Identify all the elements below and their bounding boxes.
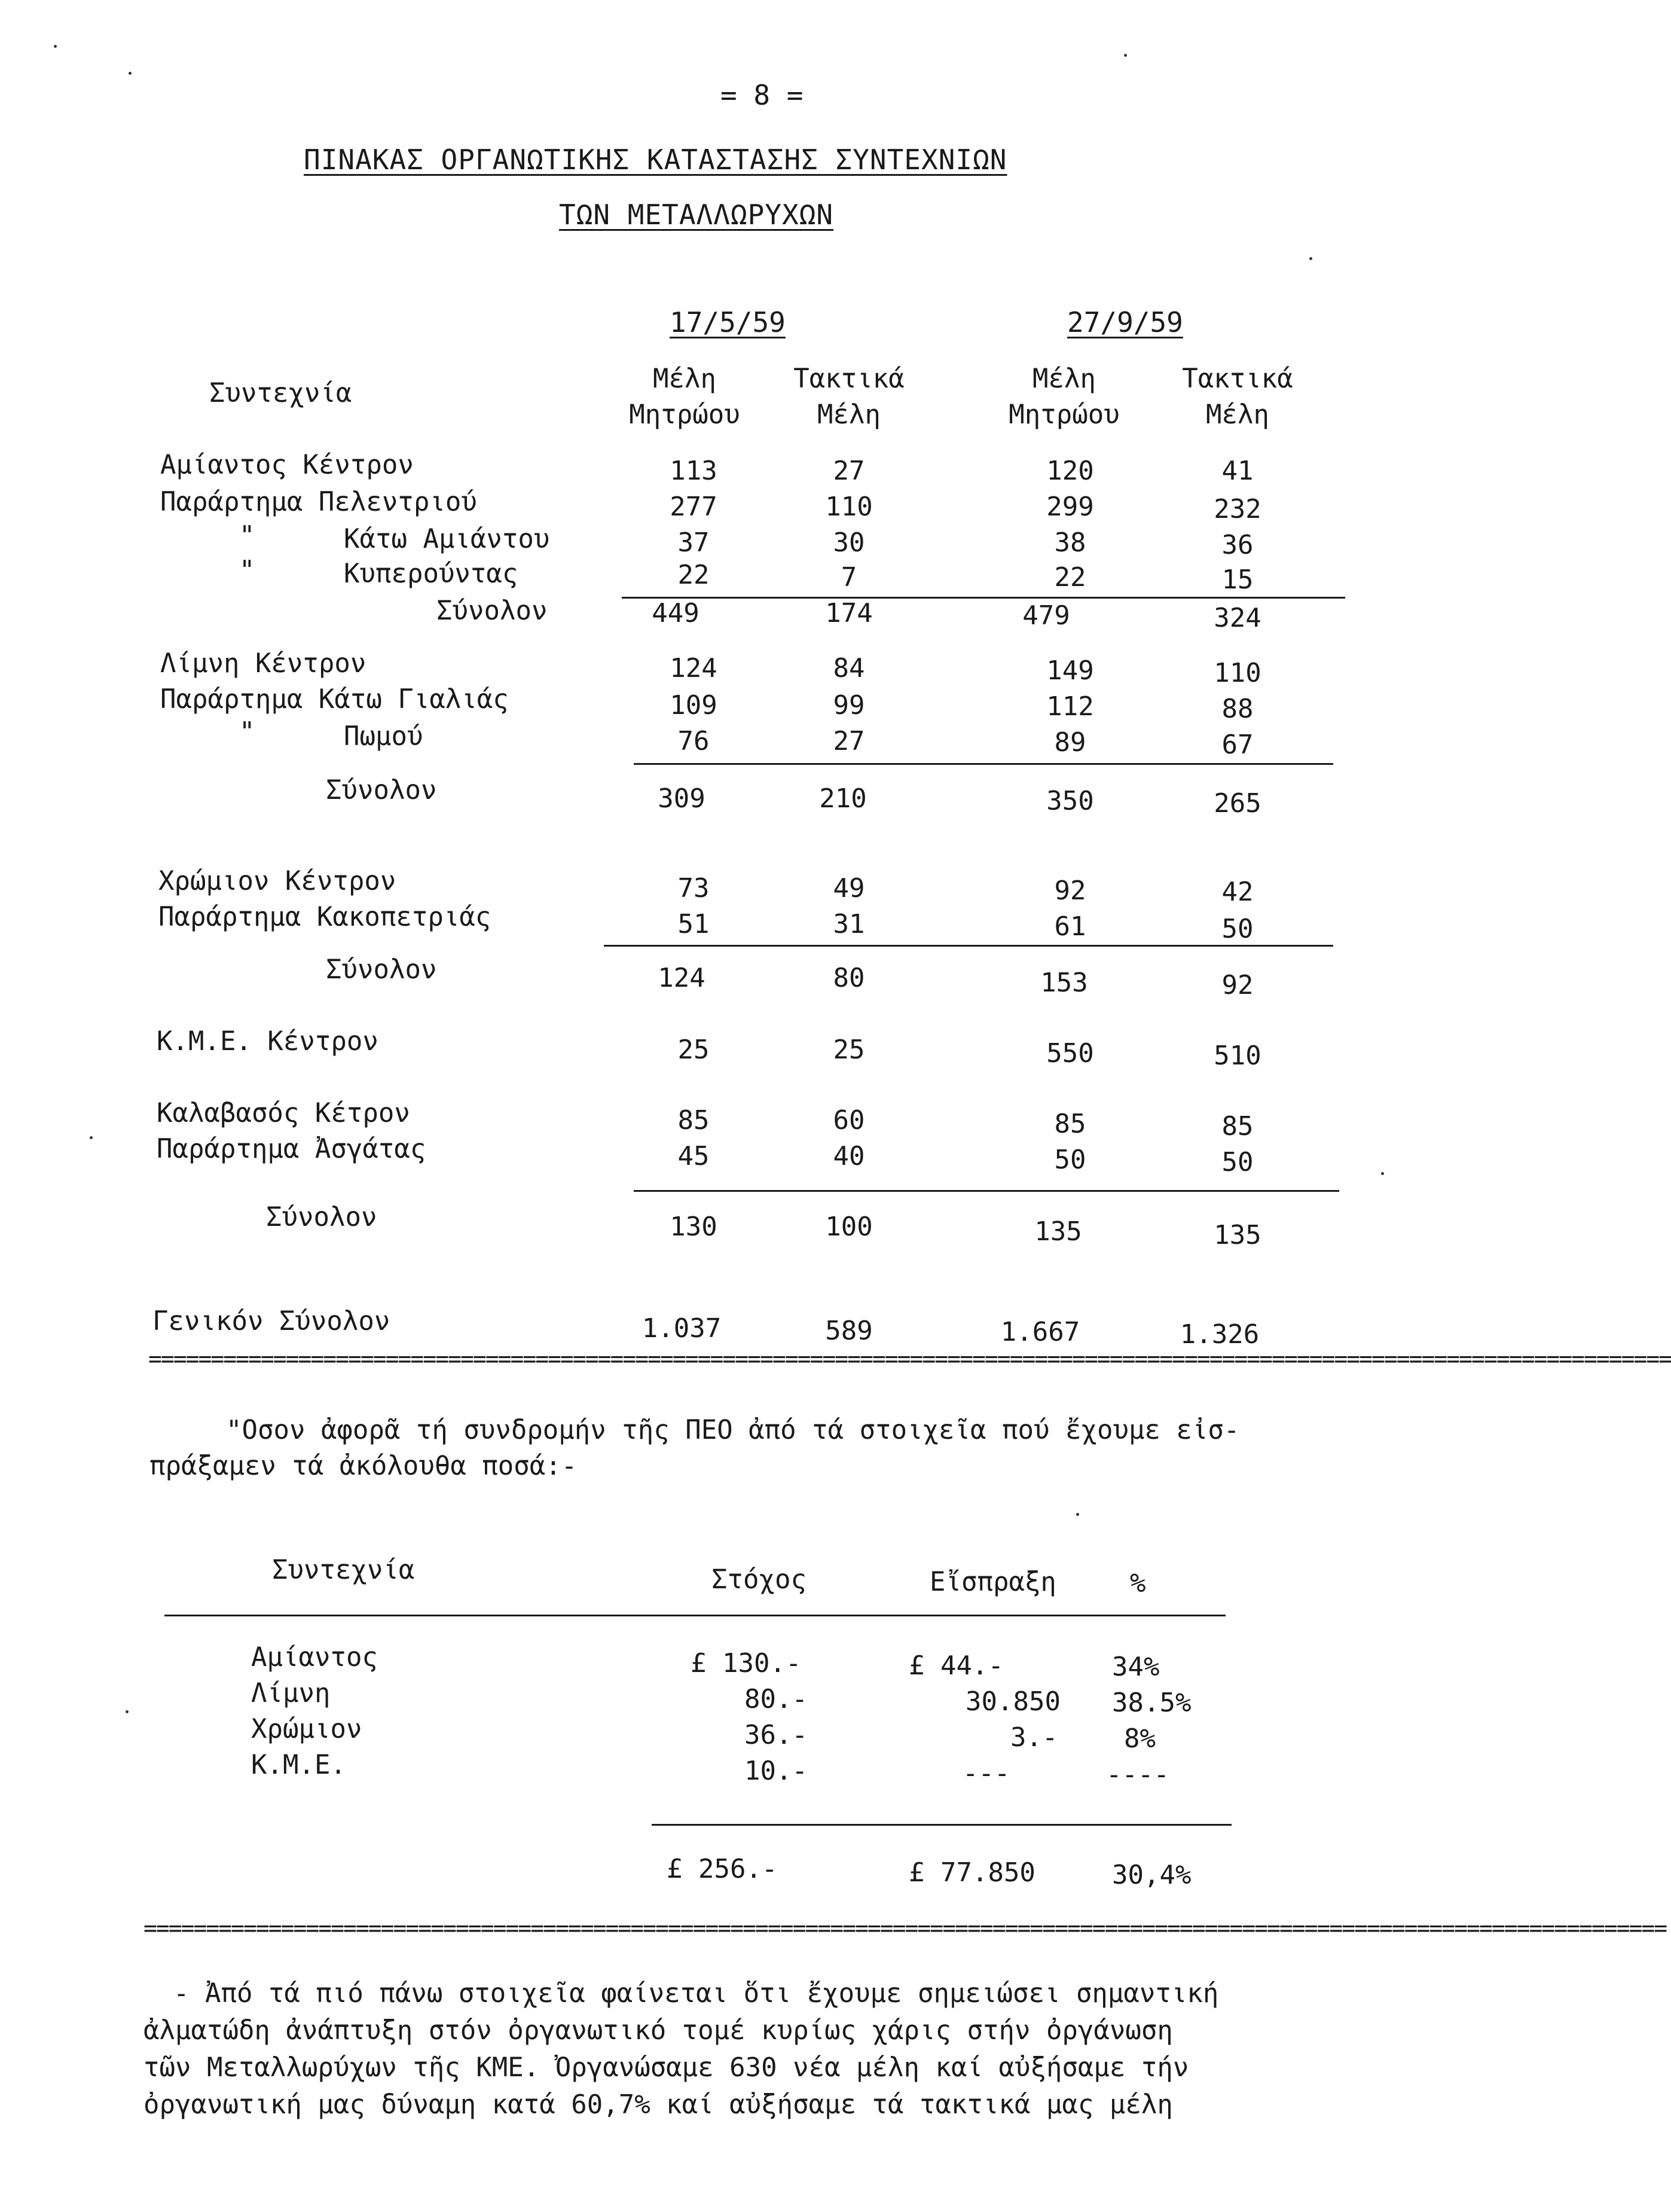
cell-registry-1: 45	[677, 1141, 710, 1171]
cell-registry-1: 130	[670, 1212, 717, 1242]
cell-registry-1: 22	[677, 560, 710, 590]
cell-regular-2: 110	[1214, 658, 1261, 688]
cell-registry-2: 50	[1054, 1145, 1086, 1175]
cell-regular-1: 30	[833, 527, 865, 558]
subtotal-label: Σύνολον	[266, 1202, 377, 1232]
intro-line-2: πράξαμεν τά ἀκόλουθα ποσά:-	[149, 1451, 578, 1481]
scan-speck	[90, 1136, 93, 1139]
rule	[634, 1190, 1339, 1192]
page-title: ΠΙΝΑΚΑΣ ΟΡΓΑΝΩΤΙΚΗΣ ΚΑΤΑΣΤΑΣΗΣ ΣΥΝΤΕΧΝΙΩΝ	[304, 144, 1007, 176]
cell-regular-1: 27	[833, 456, 865, 486]
cell-regular-1: 174	[825, 598, 873, 628]
page-number: = 8 =	[720, 79, 804, 111]
t2-row-collection: ---	[963, 1758, 1010, 1789]
t2-row-target: 10.-	[744, 1756, 808, 1786]
conclusion-line: ἀλματώδη ἀνάπτυξη στόν ὀργανωτικό τομέ κυρίως χάρις στήν ὀργάνωση	[143, 2015, 1173, 2046]
cell-registry-1: 124	[658, 963, 705, 993]
cell-registry-1: 1.037	[641, 1313, 722, 1344]
cell-regular-2: 15	[1221, 565, 1254, 595]
date-col-2: 27/9/59	[1067, 306, 1183, 338]
cell-regular-1: 27	[833, 726, 865, 756]
header-registry-2b: Μητρώου	[1009, 399, 1120, 430]
cell-regular-2: 1.326	[1180, 1319, 1260, 1350]
cell-registry-2: 92	[1054, 875, 1086, 906]
subtotal-label: Σύνολον	[326, 954, 437, 985]
cell-registry-1: 73	[677, 873, 710, 904]
subtotal-label: Σύνολον	[326, 775, 437, 806]
cell-regular-1: 40	[833, 1141, 865, 1171]
header-regular-2b: Μέλη	[1206, 399, 1269, 430]
cell-registry-2: 112	[1046, 691, 1094, 722]
row-name: Παράρτημα Κακοπετριάς	[158, 902, 491, 932]
header-registry-1b: Μητρώου	[629, 399, 740, 430]
cell-regular-1: 60	[833, 1105, 865, 1136]
t2-row-percent: 34%	[1112, 1652, 1160, 1682]
t2-row-collection: 3.-	[1010, 1722, 1058, 1753]
cell-regular-2: 41	[1221, 456, 1254, 486]
scan-speck	[126, 1710, 129, 1713]
grand-total-label: Γενικόν Σύνολον	[152, 1306, 390, 1337]
cell-registry-1: 309	[658, 783, 705, 814]
scan-speck	[1381, 1172, 1384, 1175]
ditto-mark: "	[239, 555, 255, 585]
cell-registry-2: 135	[1034, 1216, 1082, 1247]
t2-header-collection: Εἴσπραξη	[930, 1567, 1056, 1597]
header-union: Συντεχνία	[209, 378, 352, 408]
ditto-mark: "	[239, 716, 255, 747]
conclusion-line: τῶν Μεταλλωρύχων τῆς ΚΜΕ. Ὀργανώσαμε 630 νέα μέλη καί αὐξήσαμε τήν	[143, 2052, 1189, 2083]
t2-row-target: 80.-	[744, 1684, 808, 1714]
scan-speck	[54, 45, 57, 48]
cell-regular-2: 510	[1214, 1041, 1261, 1071]
cell-registry-2: 89	[1054, 727, 1086, 758]
t2-row-percent: 38.5%	[1112, 1688, 1192, 1718]
t2-row-target: £ 130.-	[691, 1648, 802, 1679]
cell-registry-2: 550	[1046, 1038, 1094, 1069]
subtotal-label: Σύνολον	[436, 596, 548, 626]
t2-row-collection: 30.850	[966, 1686, 1061, 1717]
row-name: Καλαβασός Κέτρον	[157, 1098, 410, 1128]
conclusion-line: - Ἀπό τά πιό πάνω στοιχεῖα φαίνεται ὅτι ἔχουμε σημειώσει σημαντική	[173, 1978, 1219, 2009]
cell-registry-2: 38	[1054, 527, 1086, 558]
cell-registry-1: 76	[677, 726, 710, 756]
ditto-mark: "	[239, 520, 255, 551]
cell-registry-1: 85	[677, 1105, 710, 1136]
rule	[604, 945, 1333, 947]
cell-regular-1: 100	[825, 1212, 873, 1242]
cell-registry-2: 479	[1022, 600, 1070, 631]
cell-regular-2: 135	[1214, 1220, 1261, 1250]
t2-row-name: Λίμνη	[251, 1678, 331, 1708]
rule	[164, 1615, 1226, 1616]
cell-registry-1: 277	[670, 492, 717, 522]
page-subtitle: ΤΩΝ ΜΕΤΑΛΛΩΡΥΧΩΝ	[559, 199, 834, 231]
cell-regular-1: 49	[833, 873, 865, 904]
t2-row-percent: 8%	[1124, 1723, 1156, 1754]
row-name: Παράρτημα Ἀσγάτας	[157, 1134, 426, 1164]
t2-row-target: 36.-	[744, 1720, 808, 1750]
double-rule: ==========================================================================================================================	[143, 1915, 1667, 1941]
cell-registry-2: 1.667	[1000, 1317, 1080, 1347]
header-regular-1a: Τακτικά	[793, 364, 905, 394]
header-registry-1a: Μέλη	[653, 364, 716, 394]
cell-registry-2: 85	[1054, 1109, 1086, 1139]
cell-registry-1: 113	[670, 456, 717, 486]
t2-header-union: Συντεχνία	[272, 1555, 415, 1585]
t2-total-target: £ 256.-	[667, 1854, 778, 1884]
cell-regular-2: 88	[1221, 694, 1254, 724]
date-col-1: 17/5/59	[670, 306, 786, 338]
t2-row-collection: £ 44.-	[909, 1650, 1004, 1681]
cell-registry-1: 109	[670, 690, 717, 721]
cell-registry-1: 124	[670, 653, 717, 684]
cell-regular-2: 324	[1214, 603, 1261, 633]
cell-regular-1: 110	[825, 492, 873, 522]
t2-row-name: Κ.Μ.Ε.	[251, 1750, 346, 1780]
t2-header-percent: %	[1130, 1568, 1146, 1598]
cell-registry-2: 350	[1046, 786, 1094, 816]
cell-regular-1: 99	[833, 690, 865, 721]
row-name: Λίμνη Κέντρον	[160, 648, 366, 679]
t2-total-collection: £ 77.850	[909, 1857, 1035, 1888]
cell-registry-2: 299	[1046, 492, 1094, 522]
row-name: Κυπερούντας	[344, 559, 518, 589]
header-registry-2a: Μέλη	[1032, 364, 1096, 394]
cell-regular-2: 265	[1214, 788, 1261, 819]
cell-regular-2: 85	[1221, 1111, 1254, 1142]
cell-regular-2: 92	[1221, 970, 1254, 1000]
cell-regular-1: 80	[833, 963, 865, 993]
cell-regular-2: 42	[1221, 877, 1254, 907]
t2-total-percent: 30,4%	[1112, 1860, 1192, 1890]
row-name: Χρώμιον Κέντρον	[158, 866, 396, 896]
t2-header-target: Στόχος	[711, 1564, 807, 1595]
row-name: Κ.Μ.Ε. Κέντρον	[157, 1026, 378, 1057]
cell-regular-1: 84	[833, 653, 865, 684]
scan-speck	[1124, 54, 1127, 57]
cell-registry-2: 61	[1054, 911, 1086, 942]
intro-line-1: "Οσον ἀφορᾶ τή συνδρομήν τῆς ΠΕΟ ἀπό τά στοιχεῖα πού ἔχουμε εἰσ-	[226, 1415, 1240, 1445]
cell-regular-2: 36	[1221, 530, 1254, 560]
row-name: Παράρτημα Πελεντριού	[160, 487, 477, 517]
cell-registry-2: 153	[1040, 968, 1088, 998]
cell-registry-1: 51	[677, 909, 710, 939]
cell-regular-1: 589	[825, 1316, 873, 1346]
cell-regular-1: 25	[833, 1035, 865, 1065]
cell-regular-2: 50	[1221, 1147, 1254, 1177]
cell-registry-1: 449	[652, 598, 699, 628]
t2-row-name: Αμίαντος	[251, 1642, 378, 1673]
cell-regular-1: 7	[841, 562, 857, 593]
row-name: Παράρτημα Κάτω Γιαλιάς	[160, 684, 509, 715]
cell-registry-2: 22	[1054, 562, 1086, 593]
conclusion-line: ὀργανωτική μας δύναμη κατά 60,7% καί αὐξήσαμε τά τακτικά μας μέλη	[143, 2089, 1173, 2120]
scan-speck	[129, 72, 132, 75]
cell-registry-2: 149	[1046, 655, 1094, 686]
row-name: Πωμού	[344, 721, 423, 752]
cell-regular-2: 232	[1214, 494, 1261, 524]
cell-registry-1: 25	[677, 1035, 710, 1065]
cell-registry-1: 37	[677, 527, 710, 558]
row-name: Κάτω Αμιάντου	[344, 524, 550, 554]
header-regular-2a: Τακτικά	[1182, 364, 1293, 394]
cell-regular-1: 210	[819, 783, 867, 814]
rule	[652, 1824, 1232, 1826]
t2-row-name: Χρώμιον	[251, 1714, 362, 1744]
t2-row-percent: ----	[1106, 1759, 1169, 1790]
cell-registry-2: 120	[1046, 456, 1094, 486]
cell-regular-2: 50	[1221, 914, 1254, 944]
double-rule: ==========================================================================================================================	[148, 1345, 1671, 1372]
scan-speck	[1076, 1513, 1079, 1516]
header-regular-1b: Μέλη	[817, 399, 881, 430]
cell-regular-1: 31	[833, 909, 865, 939]
rule	[622, 597, 1345, 599]
cell-regular-2: 67	[1221, 730, 1254, 760]
scan-speck	[1309, 257, 1312, 260]
row-name: Αμίαντος Κέντρον	[160, 450, 414, 480]
rule	[634, 763, 1333, 765]
